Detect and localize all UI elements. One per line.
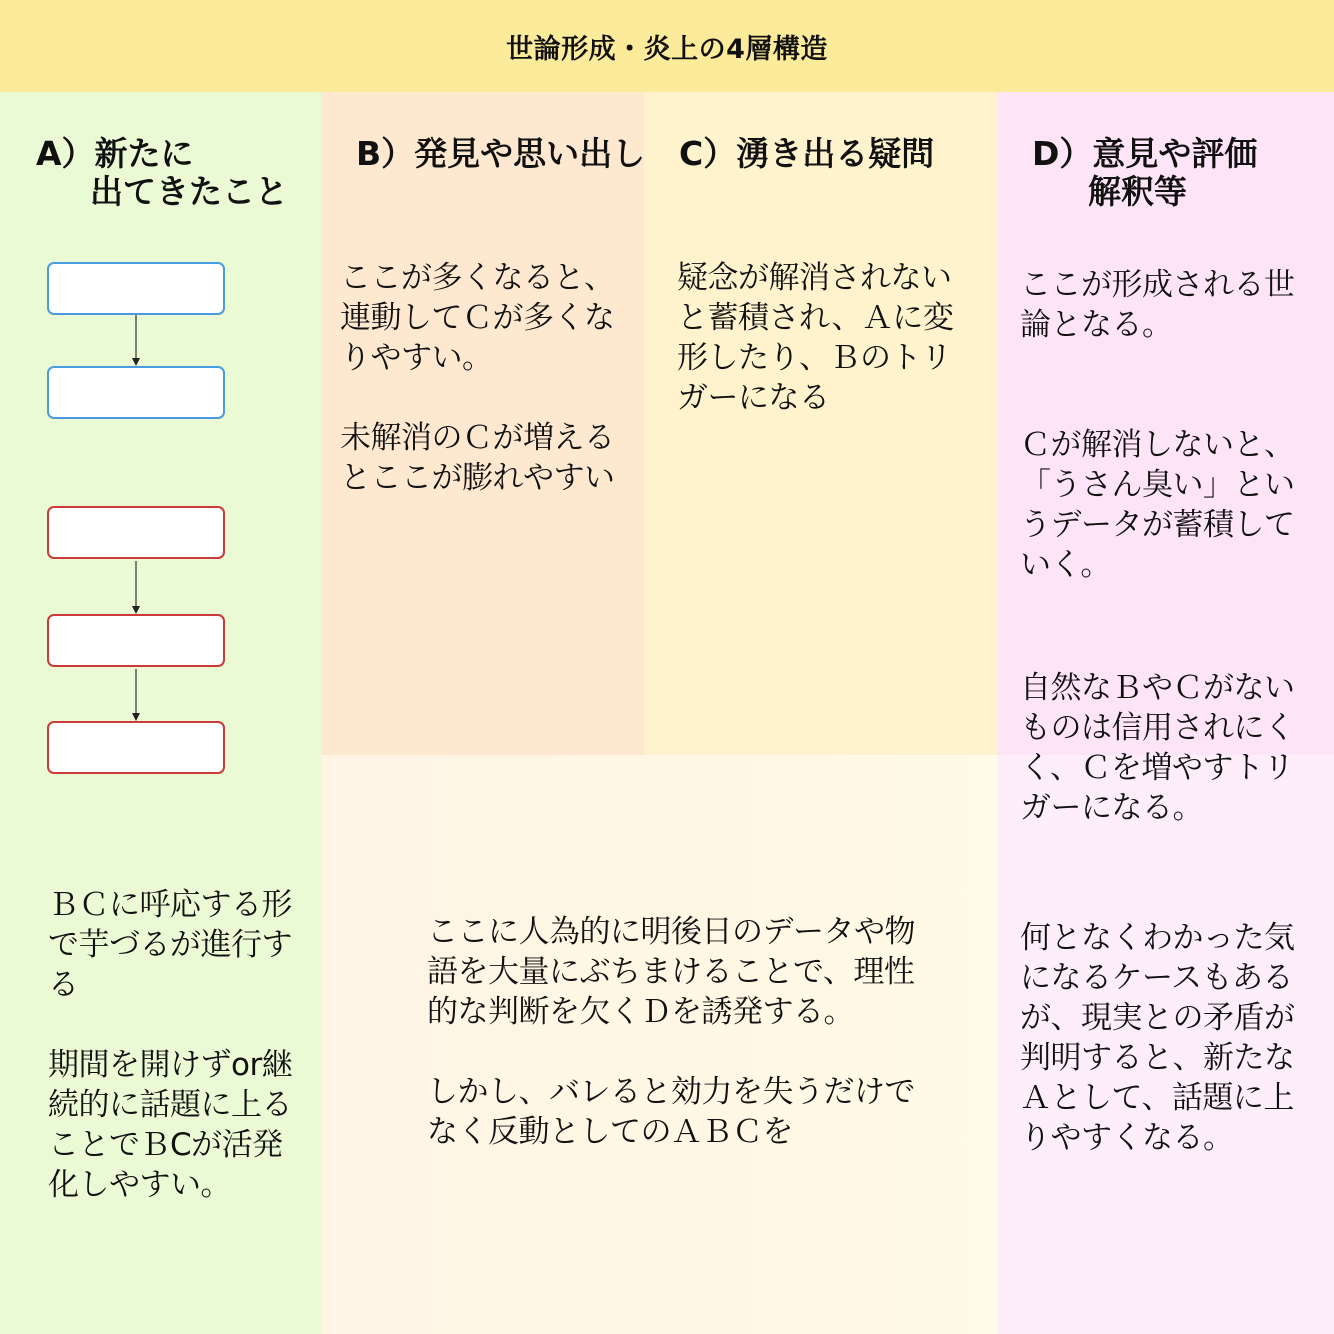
bottom-center-text-2: しかし、バレると効力を失うだけで なく反動としてのＡＢＣを — [427, 1074, 915, 1150]
column-c-heading-text: C）湧き出る疑問 — [679, 134, 935, 173]
column-a-heading-line2: 出てきたこと — [90, 172, 288, 211]
flow-arrowhead-1 — [132, 358, 140, 366]
column-a-note-1: ＢＣに呼応する形 で芋づるが進行す る — [48, 887, 292, 1003]
column-c-text-1: 疑念が解消されない と蓄積され、Ａに変 形したり、Ｂのトリ ガーになる — [677, 260, 954, 416]
column-a-heading-line1: A）新たに — [36, 134, 194, 173]
page-title: 世論形成・炎上の4層構造 — [506, 33, 828, 65]
column-d-text-3: 自然なＢやＣがない ものは信用されにく く、Ｃを増やすトリ ガーになる。 — [1020, 670, 1295, 826]
column-b-heading-text: B）発見や思い出し — [356, 134, 646, 173]
flow-arrowhead-3 — [132, 713, 140, 721]
column-b-text-1: ここが多くなると、 連動してＣが多くな りやすい。 — [340, 260, 615, 376]
flow-arrowhead-2 — [132, 606, 140, 614]
column-b-text-2: 未解消のＣが増える とここが膨れやすい — [340, 420, 615, 496]
bottom-center-text-1: ここに人為的に明後日のデータや物 語を大量にぶちまけることで、理性 的な判断を欠くＤを誘発する。 — [427, 914, 915, 1030]
column-d-heading-line1: D）意見や評価 — [1032, 134, 1258, 173]
column-d-text-4: 何となくわかった気 になるケースもある が、現実との矛盾が 判明すると、新たな Ａとして、話題に上 りやすくなる。 — [1020, 920, 1295, 1156]
column-d-text-2: Ｃが解消しないと、 「うさん臭い」とい うデータが蓄積して いく。 — [1020, 427, 1295, 583]
column-d-heading-line2: 解釈等 — [1088, 172, 1187, 211]
column-a-note-2: 期間を開けずor継 続的に話題に上る ことでＢCが活発 化しやすい。 — [48, 1047, 293, 1203]
column-d-text-1: ここが形成される世 論となる。 — [1020, 267, 1295, 343]
